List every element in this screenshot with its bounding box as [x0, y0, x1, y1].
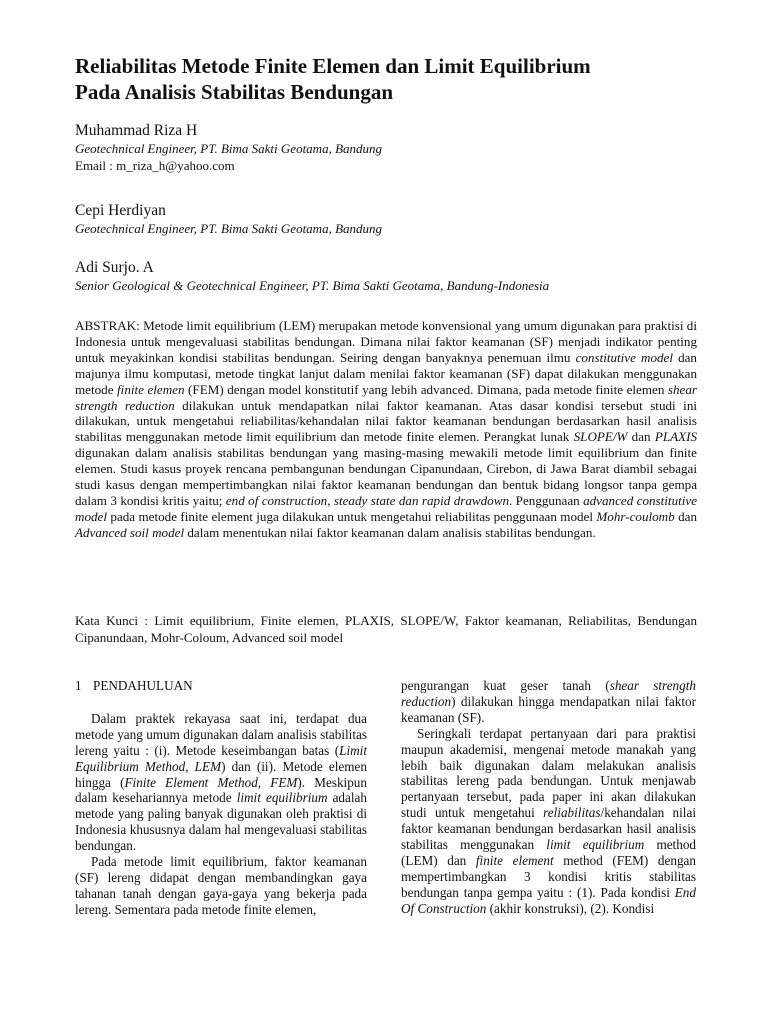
author-block-1 — [75, 121, 715, 174]
paragraph-1: Dalam praktek rekayasa saat ini, terdapat dua metode yang umum digunakan dalam analisis stabilitas lereng yaitu : (i). Metode keseimbangan batas (Limit Equilibrium Method, LEM) dan (ii). Metode elemen hingga (Finite Element Method, FEM). Meskipun dalam kesehariannya metode limit equilibrium adalah metode yang paling banyak digunakan oleh praktisi di Indonesia khususnya dalam hal mengevaluasi stabilitas bendungan. — [75, 710, 367, 854]
author-affiliation: Geotechnical Engineer, PT. Bima Sakti Geotama, Bandung — [75, 221, 383, 236]
section-title: PENDAHULUAN — [93, 678, 193, 693]
author-block-2 — [75, 201, 715, 237]
author-name: Adi Surjo. A — [75, 259, 154, 276]
author-affiliation: Senior Geological & Geotechnical Engineer, PT. Bima Sakti Geotama, Bandung-Indonesia — [75, 278, 550, 293]
body-column-right — [401, 678, 696, 917]
keywords: Kata Kunci : Limit equilibrium, Finite elemen, PLAXIS, SLOPE/W, Faktor keamanan, Reliabilitas, Bendungan Cipanundaan, Mohr-Coloum, Advanced soil model — [75, 613, 697, 645]
author-affiliation: Geotechnical Engineer, PT. Bima Sakti Geotama, Bandung — [75, 141, 383, 156]
author-email: Email : m_riza_h@yahoo.com — [75, 158, 235, 173]
paper-title — [75, 53, 715, 105]
paragraph-2-continued: pengurangan kuat geser tanah (shear strength reduction) dilakukan hingga mendapatkan nilai faktor keamanan (SF). — [401, 678, 697, 725]
author-name: Muhammad Riza H — [75, 122, 198, 139]
title-line-1: Reliabilitas Metode Finite Elemen dan Limit Equilibrium — [75, 54, 591, 78]
paragraph-3: Seringkali terdapat pertanyaan dari para praktisi maupun akademisi, mengenai metode manakah yang lebih baik digunakan dalam melakukan analisis stabilitas lereng pada bendungan. Untuk menjawab pertanyaan tersebut, pada paper ini akan dilakukan studi untuk mengetahui reliabilitas/kehandalan nilai faktor keamanan bendungan berdasarkan hasil analisis stabilitas menggunakan limit equilibrium method (LEM) dan finite element method (FEM) dengan mempertimbangkan 3 kondisi kritis stabilitas bendungan tanpa gempa yaitu : (1). Pada kondisi End Of Construction (akhir konstruksi), (2). Kondisi — [401, 725, 697, 916]
title-line-2: Pada Analisis Stabilitas Bendungan — [75, 80, 394, 104]
paragraph-2: Pada metode limit equilibrium, faktor keamanan (SF) lereng didapat dengan membandingkan gaya tahanan tanah dengan gaya-gaya yang bekerja pada lereng. Sementara pada metode finite elemen, — [75, 854, 367, 917]
section-heading — [75, 678, 367, 694]
body-column-left — [75, 678, 367, 918]
abstract: ABSTRAK: Metode limit equilibrium (LEM) merupakan metode konvensional yang umum digunakan para praktisi di Indonesia untuk mengevaluasi stabilitas bendungan. Dimana nilai faktor keamanan (SF) menjadi indikator penting untuk meyakinkan kondisi stabilitas bendungan. Seiring dengan banyaknya penemuan ilmu constitutive model dan majunya ilmu komputasi, metode tingkat lanjut dalam menilai faktor keamanan (SF) dapat dilakukan menggunakan metode finite elemen (FEM) dengan model konstitutif yang lebih advanced. Dimana, pada metode finite elemen shear strength reduction dilakukan untuk mendapatkan nilai faktor keamanan. Atas dasar kondisi tersebut studi ini dilakukan, untuk mengetahui reliabilitas/kehandalan nilai faktor keamanan bendungan berdasarkan hasil analisis stabilitas menggunakan metode limit equilibrium dan metode finite elemen. Perangkat lunak SLOPE/W dan PLAXIS digunakan dalam analisis stabilitas bendungan yang masing-masing mewakili metode limit equilibrium dan finite elemen. Studi kasus proyek rencana pembangunan bendungan Cipanundaan, Cirebon, di Jawa Barat diambil sebagai studi kasus dengan mempertimbangkan nilai faktor keamanan bendungan dan bentuk bidang longsor tanpa gempa dalam 3 kondisi kritis yaitu; end of construction, steady state dan rapid drawdown. Penggunaan advanced constitutive model pada metode finite element juga dilakukan untuk mengetahui reliabilitas penggunaan model Mohr-coulomb dan Advanced soil model dalam menentukan nilai faktor keamanan dalam analisis stabilitas bendungan. — [75, 318, 698, 540]
author-name: Cepi Herdiyan — [75, 202, 166, 219]
author-block-3 — [75, 258, 715, 294]
section-number: 1 — [75, 678, 82, 693]
